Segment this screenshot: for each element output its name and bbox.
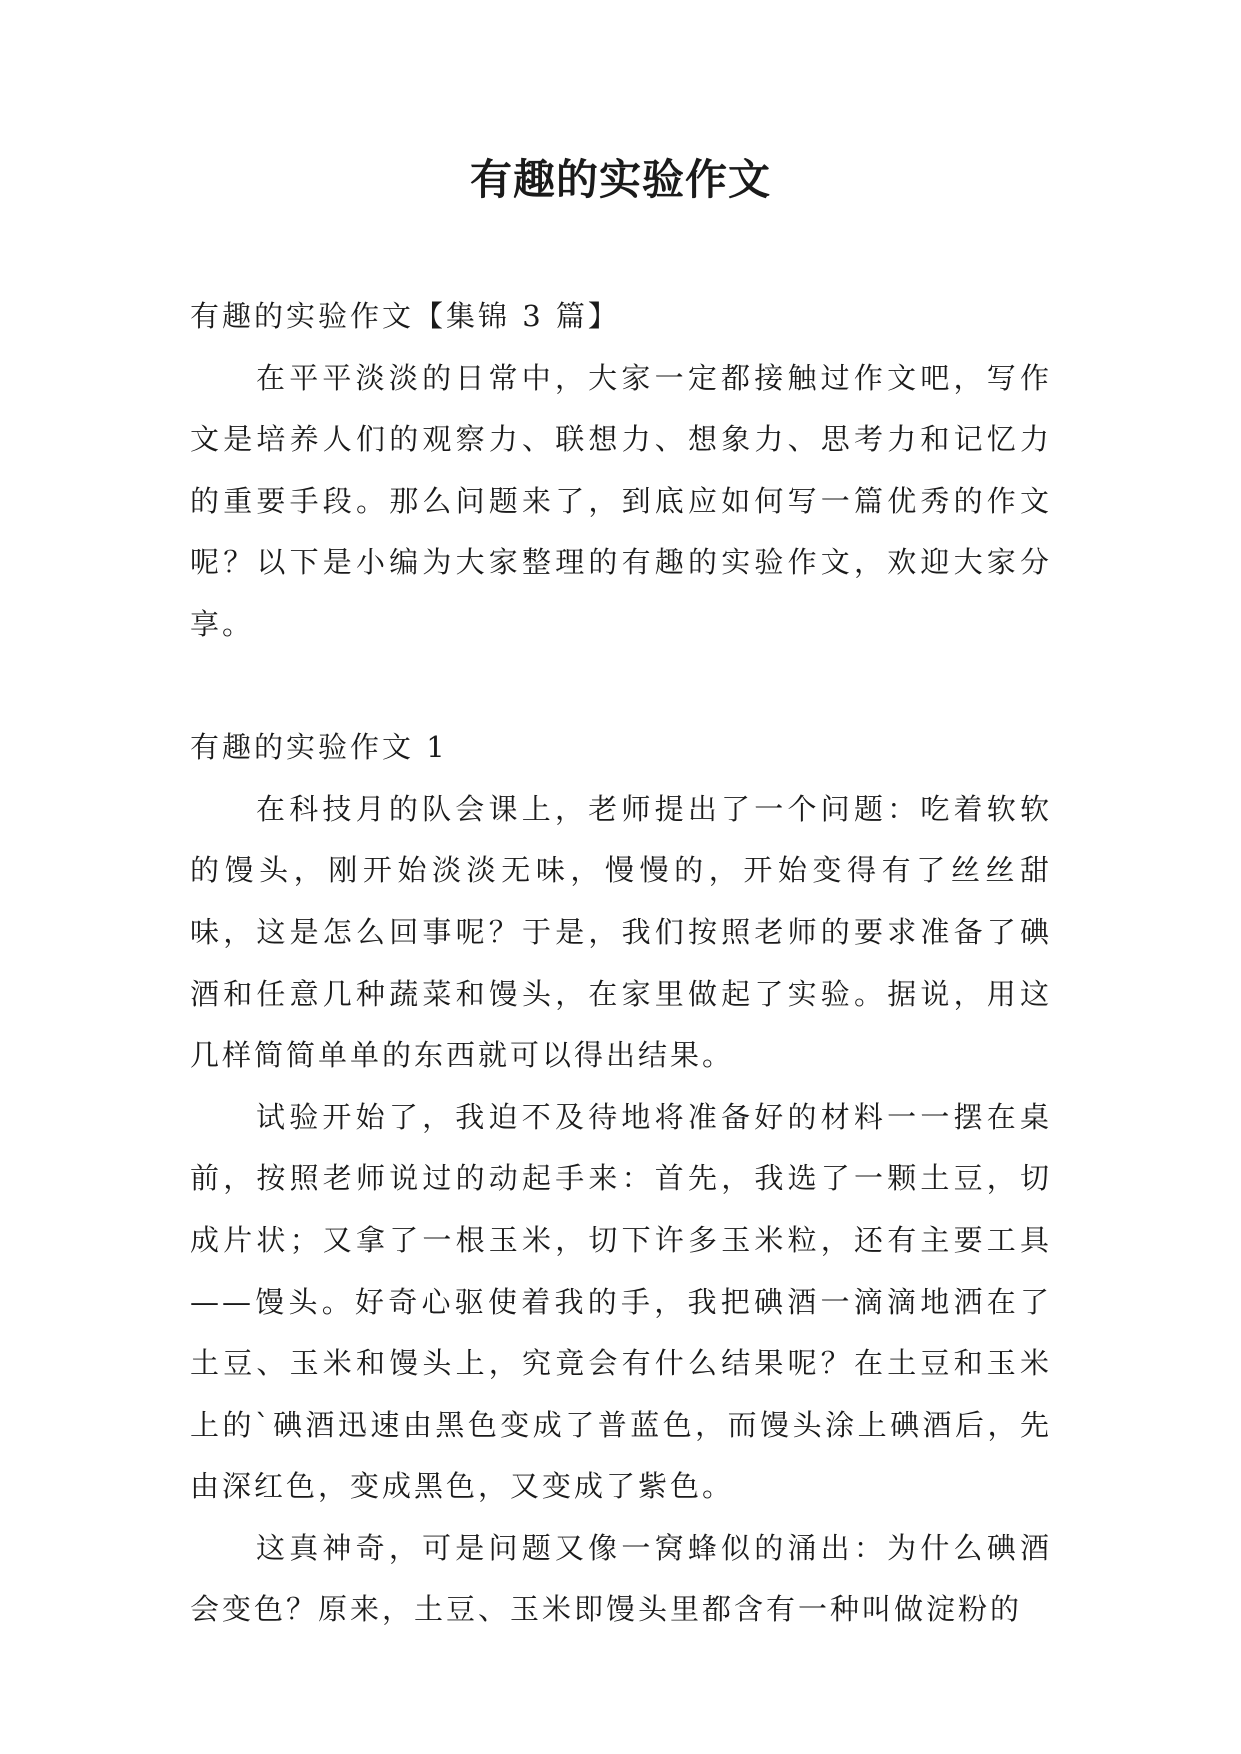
document-body [190, 286, 1052, 1641]
document-title: 有趣的实验作文 [469, 155, 771, 204]
essay-1-heading: 有趣的实验作文 1 [190, 730, 448, 765]
essay-1-paragraph-2: 试验开始了，我迫不及待地将准备好的材料一一摆在桌前，按照老师说过的动起手来：首先，我选了一颗土豆，切成片状；又拿了一根玉米，切下许多玉米粒，还有主要工具——馒头。好奇心驱使着我的手，我把碘酒一滴滴地洒在了土豆、玉米和馒头上，究竟会有什么结果呢？在土豆和玉米上的`碘酒迅速由黑色变成了普蓝色，而馒头涂上碘酒后，先由深红色，变成黑色，又变成了紫色。 [190, 1099, 1052, 1504]
intro-paragraph: 在平平淡淡的日常中，大家一定都接触过作文吧，写作文是培养人们的观察力、联想力、想象力、思考力和记忆力的重要手段。那么问题来了，到底应如何写一篇优秀的作文呢？以下是小编为大家整理的有趣的实验作文，欢迎大家分享。 [190, 360, 1052, 641]
essay-1-paragraph-1: 在科技月的队会课上，老师提出了一个问题：吃着软软的馒头，刚开始淡淡无味，慢慢的，开始变得有了丝丝甜味，这是怎么回事呢？于是，我们按照老师的要求准备了碘酒和任意几种蔬菜和馒头，在家里做起了实验。据说，用这几样简简单单的东西就可以得出结果。 [190, 791, 1052, 1073]
essay-1-paragraph-3: 这真神奇，可是问题又像一窝蜂似的涌出：为什么碘酒会变色？原来，土豆、玉米即馒头里都含有一种叫做淀粉的 [190, 1530, 1052, 1627]
collection-heading: 有趣的实验作文【集锦 3 篇】 [190, 299, 620, 333]
